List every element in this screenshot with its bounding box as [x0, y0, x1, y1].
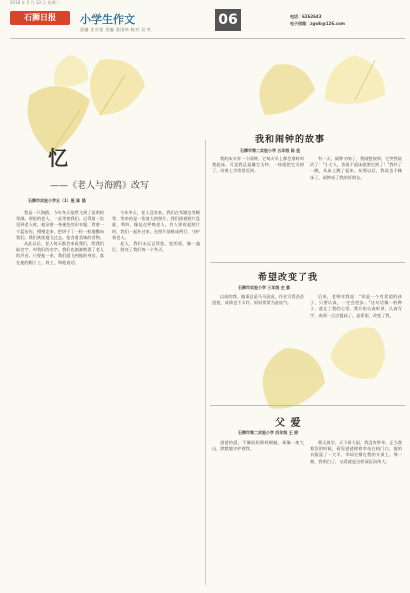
article1-body-col2 [112, 210, 200, 570]
article4-body-col1 [212, 440, 304, 580]
section-rule [210, 262, 405, 263]
article4-byline: 石狮市第二实验小学 四年级 王 丽 [238, 430, 299, 435]
article2-para: 我的床头有一个闹钟，它每天早上都会准时叫我起床。可是我总是嫌它太吵，一按就把它关掉了，结果上学常常迟到。 [212, 156, 304, 174]
ginkgo-leaf-illustration-right [245, 45, 405, 125]
article1-para: 我是一只海鸥，今年冬天依然飞到了昆明的翠湖。那里的老人，一直等着我们。记得第一次见到老人时，他穿着一身褪色的旧衣服，背着一个蓝布包，慢慢走来，把饼干丁一粒一粒地撒向我们。我们欢快地飞过去，抢食着美味的食物。 [16, 210, 104, 240]
article1-para: 从此以后，老人每天都会来看我们，给我们取名字，叫我们的名字。我们也渐渐熟悉了老人的声音，只要他一来，我们就飞到他的身边，落在他的帽子上、肩上，和他说话。 [16, 241, 104, 265]
article2-body-col2 [310, 156, 402, 256]
article1-byline: 石狮市实验小学五（1）班 陈 涵 [28, 198, 86, 203]
article1-body-col1 [16, 210, 104, 570]
page-number: 06 [215, 9, 241, 31]
contact-phone: 电话：6262643 [290, 14, 322, 19]
article3-body-col1 [212, 294, 304, 384]
article2-byline: 石狮市第二实验小学 五年级 陈 佳 [240, 148, 301, 153]
article3-body-col2 [310, 294, 402, 384]
ginkgo-leaf-illustration-left [10, 45, 160, 180]
article3-byline: 石狮市实验小学 三年级 庄 紫 [238, 285, 291, 290]
article1-title: 忆 [48, 146, 68, 170]
article3-para: 后来，老师对我说："你是一个有希望的孩子，只要认真，一定会进步。"这句话像一粒种子，落在了我的心里。我开始认真听讲，认真写字，成绩一点点提高了。是希望，改变了我。 [310, 294, 402, 318]
article2-title: 我和闹钟的故事 [255, 135, 326, 145]
article3-title: 希望改变了我 [258, 273, 319, 283]
section-subtitle: 责编 庄宗伦 美编 张国伟 校对 吴 红 [80, 27, 152, 32]
header-rule [10, 38, 405, 39]
masthead [0, 9, 410, 37]
article1-para: 老人，我们永远记得您。您的爱，像一盏灯，照亮了我们每一个冬天。 [112, 241, 200, 253]
article4-para: 爸爸的爱，不像妈妈那样细腻，却像一座大山，默默地守护着我。 [212, 440, 304, 452]
article4-title: 父 爱 [275, 418, 302, 429]
article1-subtitle: ——《老人与海鸥》改写 [50, 181, 150, 191]
contact-email: 电子信箱：zgwb@126.com [290, 21, 345, 26]
article3-para: 以前的我，做事总是马马虎虎，作业写得歪歪扭扭，成绩也不太好。妈妈常常为此叹气。 [212, 294, 304, 306]
article4-para: 那天放学，天下着大雨，我没有带伞。正当我着急的时候，看见爸爸撑着伞站在校门口，他的衣服湿了一大半，伞却全撑在我的头顶上。那一刻，我明白了，父爱就是这样深沉而伟大。 [310, 440, 402, 464]
contact-info [290, 13, 345, 27]
article4-body-col2 [310, 440, 402, 580]
date-line: 2018 年 5 月 10 日 星期二 [10, 0, 60, 5]
article1-para: 今年冬天，老人没有来。我们在翠湖边等啊等，等来的是一张放大的照片。我们围着照片盘旋、鸣叫，像是在呼唤老人。有人要收起照片时，我们一起扑过来，在照片前排成两行，守护着老人。 [112, 210, 200, 240]
newspaper-logo: 石狮日报 [10, 11, 70, 25]
article2-body-col1 [212, 156, 304, 256]
section-rule [210, 405, 405, 406]
column-divider [205, 140, 206, 585]
article2-para: 有一天，闹钟又响了，我刚想按掉，它突然说话了："小主人，你再不起床就要迟到了！"我吓了一跳，从床上跳了起来。从那以后，我再也不赖床了，闹钟成了我的好朋友。 [310, 156, 402, 180]
section-title: 小学生作文 [80, 13, 135, 26]
